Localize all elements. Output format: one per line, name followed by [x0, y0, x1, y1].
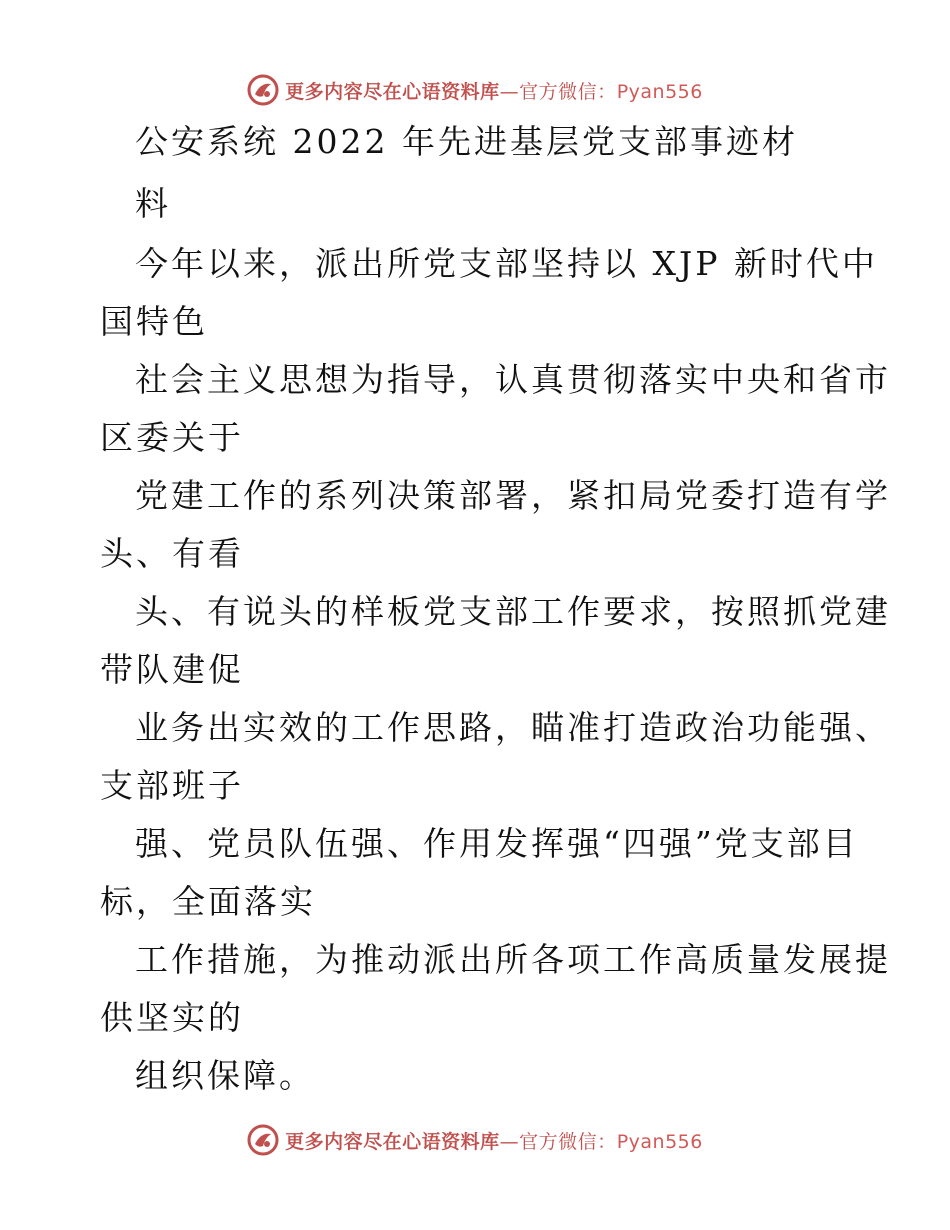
paragraph-line: 工作措施，为推动派出所各项工作高质量发展提 [135, 940, 891, 979]
paragraph-line: 国特色 [100, 302, 208, 341]
watermark-wechat-label: 官方微信： [519, 1130, 617, 1153]
watermark-text [285, 77, 703, 104]
paragraph-line: 业务出实效的工作思路，瞄准打造政治功能强、 [135, 708, 891, 747]
paragraph-line: 社会主义思想为指导，认真贯彻落实中央和省市 [135, 360, 891, 399]
watermark-separator: — [499, 1130, 520, 1153]
paragraph-line: 头、有看 [100, 534, 244, 573]
paragraph-line: 供坚实的 [100, 998, 244, 1037]
paragraph-line: 头、有说头的样板党支部工作要求，按照抓党建 [135, 592, 891, 631]
red-swirl-logo-icon [247, 74, 279, 106]
red-swirl-logo-icon [247, 1124, 279, 1156]
watermark-separator: — [499, 80, 520, 103]
paragraph-line: 党建工作的系列决策部署，紧扣局党委打造有学 [135, 476, 891, 515]
watermark-wechat-label: 官方微信： [519, 80, 617, 103]
document-title-line-2: 料 [135, 184, 171, 223]
document-title-line-1: 公安系统 2022 年先进基层党支部事迹材 [135, 122, 798, 161]
watermark-text [285, 1127, 703, 1154]
footer-watermark [0, 1120, 950, 1160]
paragraph-line: 组织保障。 [135, 1056, 315, 1095]
watermark-site: 更多内容尽在心语资料库 [285, 80, 500, 103]
paragraph-line: 支部班子 [100, 766, 244, 805]
paragraph-line: 带队建促 [100, 650, 244, 689]
paragraph-line: 今年以来，派出所党支部坚持以 XJP 新时代中 [135, 244, 878, 283]
header-watermark [0, 70, 950, 110]
watermark-site: 更多内容尽在心语资料库 [285, 1130, 500, 1153]
paragraph-line: 强、党员队伍强、作用发挥强“四强”党支部目 [135, 824, 859, 863]
paragraph-line: 标，全面落实 [100, 882, 316, 921]
paragraph-line: 区委关于 [100, 418, 244, 457]
watermark-wechat-id: Pyan556 [616, 1130, 703, 1153]
watermark-wechat-id: Pyan556 [616, 80, 703, 103]
